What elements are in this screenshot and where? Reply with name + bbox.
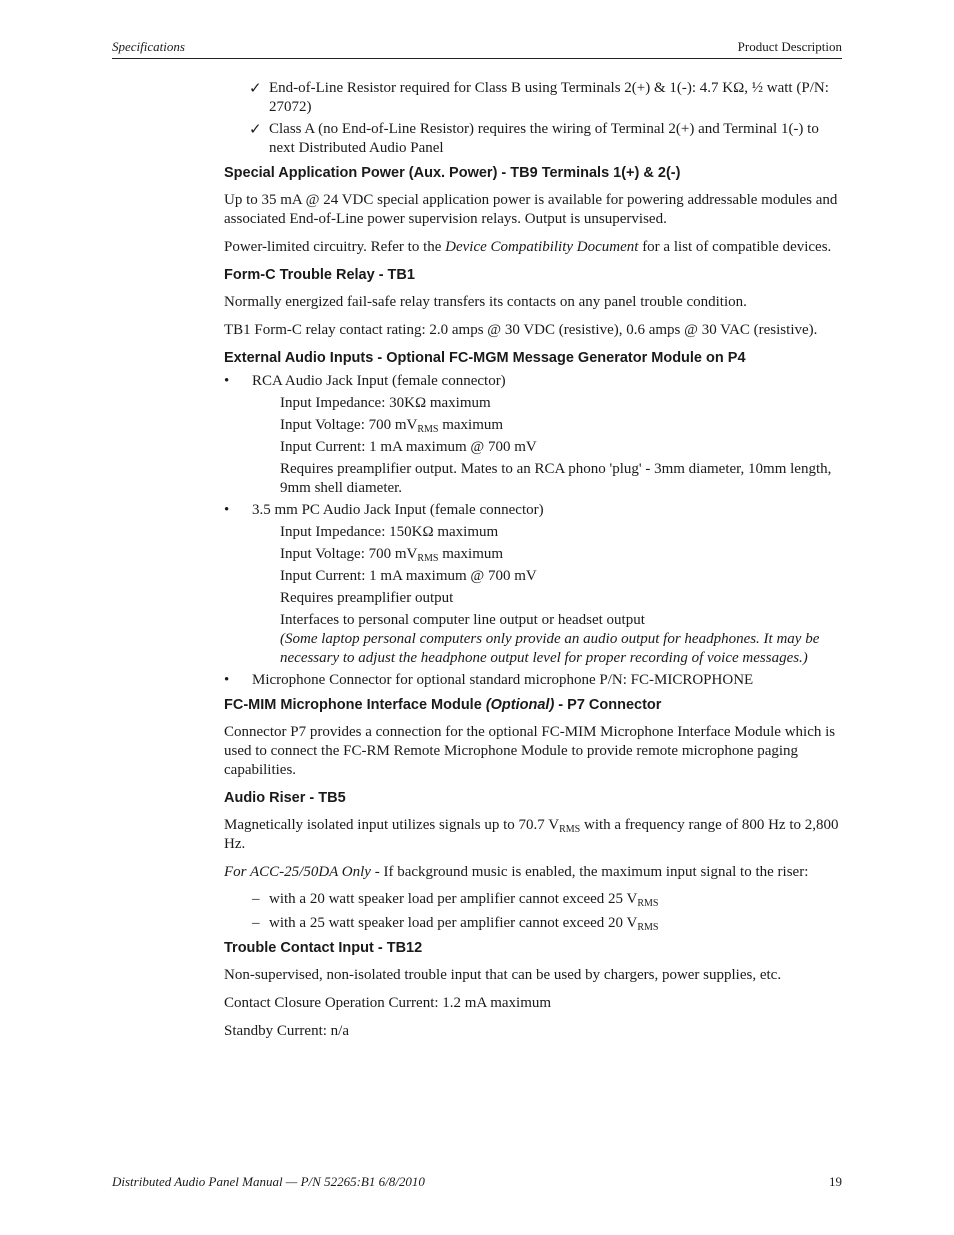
- audio-riser-paragraph-1: Magnetically isolated input utilizes signals up to 70.7 $V_{RMS}$ with a frequency range of 800 Hz to 2,800 Hz.: [224, 817, 839, 852]
- form-c-paragraph-1: Normally energized fail-safe relay transfers its contacts on any panel trouble condition.: [224, 294, 747, 310]
- acc-only-label: For ACC-25/50DA Only: [224, 864, 371, 880]
- fc-mim-paragraph: Connector P7 provides a connection for the optional FC-MIM Microphone Interface Module which is used to connect the FC-RM Remote Microphone Module to provide remote microphone paging capabilities.: [224, 724, 836, 778]
- heading-audio-riser: Audio Riser - TB5: [224, 790, 346, 806]
- check-mark-icon: ✓: [249, 79, 262, 97]
- rca-input-voltage: Input Voltage: 700 $mV_{RMS}$ maximum: [280, 417, 504, 435]
- check-item-text: End-of-Line Resistor required for Class B using Terminals 2(+) & 1(-): 4.7 KΩ, ½ watt (P/N: 27072): [269, 80, 829, 115]
- trouble-contact-paragraph-3: Standby Current: n/a: [224, 1023, 349, 1039]
- pc-input-impedance: Input Impedance: 150KΩ maximum: [280, 524, 499, 540]
- bullet-icon: •: [224, 502, 230, 518]
- page-header: [112, 38, 842, 59]
- bullet-pc-audio-jack: • 3.5 mm PC Audio Jack Input (female connector): [224, 502, 544, 518]
- dash-icon: –: [252, 915, 260, 931]
- heading-trouble-contact-input: Trouble Contact Input - TB12: [224, 940, 423, 956]
- heading-special-application-power: Special Application Power (Aux. Power) - TB9 Terminals 1(+) & 2(-): [224, 165, 681, 181]
- pc-preamp-requirement: Requires preamplifier output: [280, 590, 454, 606]
- page-number: 19: [829, 1174, 842, 1189]
- form-c-paragraph-2: TB1 Form-C relay contact rating: 2.0 amps @ 30 VDC (resistive), 0.6 amps @ 30 VAC (resistive).: [224, 322, 818, 338]
- check-item-class-a: [224, 120, 842, 158]
- dash-item-20-watt: – with a 20 watt speaker load per amplifier cannot exceed 25 $V_{RMS}$: [252, 891, 659, 909]
- special-power-paragraph-1: Up to 35 mA @ 24 VDC special application power is available for powering addressable modules and associated End-of-Line power supervision relays. Output is unsupervised.: [224, 192, 838, 227]
- heading-fc-mim: FC-MIM Microphone Interface Module (Optional) - P7 Connector: [224, 697, 662, 713]
- header-chapter-title: Product Description: [737, 39, 842, 54]
- trouble-contact-paragraph-2: Contact Closure Operation Current: 1.2 mA maximum: [224, 995, 552, 1011]
- dash-icon: –: [252, 891, 260, 907]
- dash-item-25-watt: – with a 25 watt speaker load per amplifier cannot exceed 20 $V_{RMS}$: [252, 915, 659, 933]
- special-power-paragraph-2: Power-limited circuitry. Refer to the Device Compatibility Document for a list of compatible devices.: [224, 239, 832, 255]
- pc-input-current: Input Current: 1 mA maximum @ 700 mV: [280, 568, 537, 584]
- page-content: [224, 79, 842, 1050]
- audio-riser-paragraph-2: For ACC-25/50DA Only - If background music is enabled, the maximum input signal to the riser:: [224, 864, 809, 880]
- check-mark-icon: ✓: [249, 120, 262, 138]
- bullet-rca-audio-jack: • RCA Audio Jack Input (female connector): [224, 373, 506, 389]
- heading-external-audio-inputs: External Audio Inputs - Optional FC-MGM Message Generator Module on P4: [224, 350, 746, 366]
- pc-input-voltage: Input Voltage: 700 $mV_{RMS}$ maximum: [280, 546, 504, 564]
- check-item-eol-resistor: [224, 79, 842, 117]
- laptop-headphone-note: (Some laptop personal computers only provide an audio output for headphones. It may be necessary to adjust the headphone output level for proper recording of voice messages.): [280, 631, 820, 666]
- rca-input-current: Input Current: 1 mA maximum @ 700 mV: [280, 439, 537, 455]
- device-compatibility-doc-ref: Device Compatibility Document: [445, 239, 639, 255]
- header-section-title: Specifications: [112, 39, 185, 54]
- trouble-contact-paragraph-1: Non-supervised, non-isolated trouble input that can be used by chargers, power supplies, etc.: [224, 967, 782, 983]
- check-item-text: Class A (no End-of-Line Resistor) requires the wiring of Terminal 2(+) and Terminal 1(-) to next Distributed Audio Panel: [269, 121, 819, 156]
- bullet-icon: •: [224, 672, 230, 688]
- rca-preamp-note: Requires preamplifier output. Mates to an RCA phono 'plug' - 3mm diameter, 10mm length, 9mm shell diameter.: [280, 461, 832, 496]
- heading-form-c-trouble-relay: Form-C Trouble Relay - TB1: [224, 267, 415, 283]
- footer-manual-title: Distributed Audio Panel Manual — P/N 52265:B1 6/8/2010: [112, 1174, 425, 1189]
- rca-input-impedance: Input Impedance: 30KΩ maximum: [280, 395, 491, 411]
- bullet-icon: •: [224, 373, 230, 389]
- bullet-microphone-connector: • Microphone Connector for optional standard microphone P/N: FC-MICROPHONE: [224, 672, 754, 688]
- pc-interfaces-note: Interfaces to personal computer line output or headset output (Some laptop personal computers only provide an audio output for headphones. It may be necessary to adjust the headphone output level for proper recording of voice messages.): [224, 611, 842, 668]
